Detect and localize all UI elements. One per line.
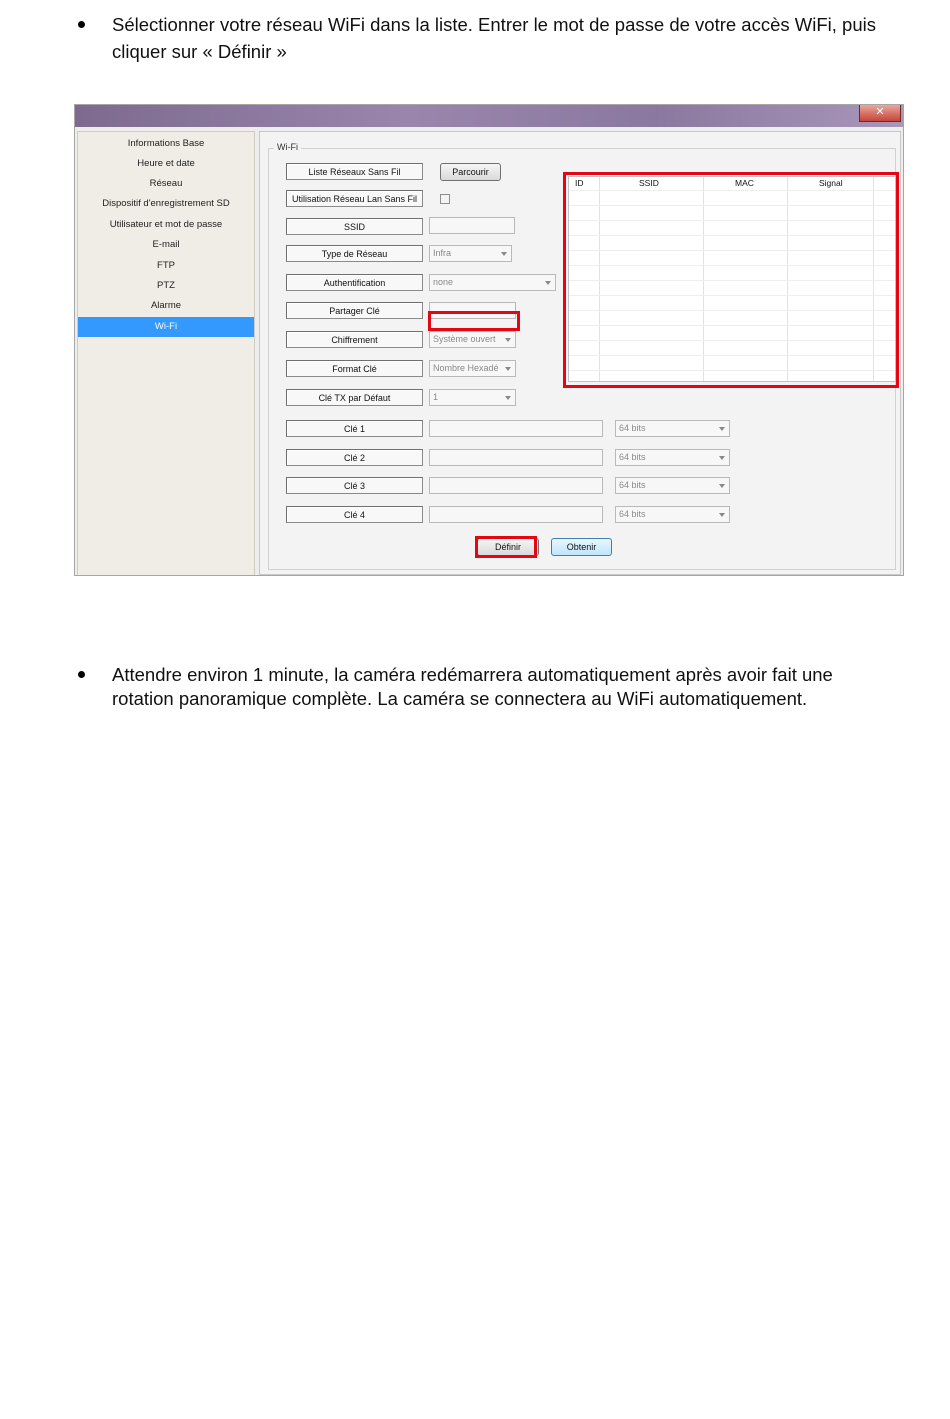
step1-line2: cliquer sur « Définir » [112,41,287,62]
table-row-divider [569,265,895,266]
chevron-down-icon [545,281,551,285]
default-tx-key-select[interactable] [429,389,516,406]
network-list-table[interactable] [568,176,896,382]
key1-input[interactable] [429,420,603,437]
key3-input[interactable] [429,477,603,494]
wifi-panel [259,131,901,575]
sidebar-item-ptz[interactable]: PTZ [157,280,175,291]
table-row-divider [569,310,895,311]
settings-window [74,104,904,576]
key-format-value: Nombre Hexadé [433,363,499,373]
table-col-divider [787,177,788,381]
network-type-value: Infra [433,248,452,258]
key3-bits-value: 64 bits [619,480,646,490]
table-col-divider [873,177,874,381]
sidebar-item-basic-info[interactable]: Informations Base [127,138,205,149]
label-use-wlan: Utilisation Réseau Lan Sans Fil [286,190,423,207]
table-row-divider [569,370,895,371]
label-auth: Authentification [286,274,423,291]
table-header-ssid: SSID [639,178,659,188]
chevron-down-icon [501,252,507,256]
network-type-select[interactable] [429,245,512,262]
table-row-divider [569,250,895,251]
label-ssid: SSID [286,218,423,235]
key1-bits-value: 64 bits [619,423,646,433]
set-button[interactable]: Définir [477,538,539,556]
table-row-divider [569,355,895,356]
key2-bits-select[interactable] [615,449,730,466]
table-row-divider [569,340,895,341]
key4-input[interactable] [429,506,603,523]
share-key-input[interactable] [429,302,516,319]
table-row-divider [569,280,895,281]
key1-bits-select[interactable] [615,420,730,437]
label-key4: Clé 4 [286,506,423,523]
label-key-format: Format Clé [286,360,423,377]
chevron-down-icon [505,396,511,400]
table-row-divider [569,235,895,236]
browse-button[interactable]: Parcourir [440,163,501,181]
sidebar-item-user-password[interactable]: Utilisateur et mot de passe [109,219,223,230]
step1-line1: Sélectionner votre réseau WiFi dans la liste. Entrer le mot de passe de votre accès WiFi, puis [112,14,876,35]
chevron-down-icon [719,427,725,431]
sidebar-item-sd-recording[interactable]: Dispositif d'enregistrement SD [102,198,230,209]
sidebar-item-alarm[interactable]: Alarme [150,300,182,311]
sidebar-item-wifi[interactable]: Wi-Fi [78,317,254,337]
label-key1: Clé 1 [286,420,423,437]
table-col-divider [599,177,600,381]
sidebar-item-network[interactable]: Réseau [149,178,183,189]
get-button[interactable]: Obtenir [551,538,612,556]
step2-line2: rotation panoramique complète. La caméra se connectera au WiFi automatiquement. [112,688,808,709]
key-format-select[interactable] [429,360,516,377]
table-row-divider [569,190,895,191]
table-header-id: ID [575,178,584,188]
table-row-divider [569,220,895,221]
label-network-type: Type de Réseau [286,245,423,262]
chevron-down-icon [505,338,511,342]
bullet-icon [78,671,85,678]
chevron-down-icon [505,367,511,371]
encryption-value: Système ouvert [433,334,496,344]
chevron-down-icon [719,484,725,488]
chevron-down-icon [719,513,725,517]
title-bar [75,105,903,127]
key2-input[interactable] [429,449,603,466]
sidebar-item-email[interactable]: E-mail [152,239,180,250]
label-default-tx-key: Clé TX par Défaut [286,389,423,406]
table-col-divider [703,177,704,381]
key3-bits-select[interactable] [615,477,730,494]
table-header-mac: MAC [735,178,754,188]
label-share-key: Partager Clé [286,302,423,319]
encryption-select[interactable] [429,331,516,348]
label-key2: Clé 2 [286,449,423,466]
ssid-input[interactable] [429,217,515,234]
bullet-icon [78,21,85,28]
sidebar-item-ftp[interactable]: FTP [157,260,175,271]
settings-sidebar [77,131,255,576]
close-button[interactable]: ✕ [859,105,901,122]
default-tx-key-value: 1 [433,392,439,402]
sidebar-item-date-time[interactable]: Heure et date [137,158,195,169]
auth-value: none [433,277,454,287]
table-row-divider [569,295,895,296]
use-wlan-checkbox[interactable] [440,194,450,204]
step2-line1: Attendre environ 1 minute, la caméra redémarrera automatiquement après avoir fait une [112,664,833,685]
auth-select[interactable] [429,274,556,291]
label-encryption: Chiffrement [286,331,423,348]
wifi-group-title: Wi-Fi [274,142,301,152]
key4-bits-value: 64 bits [619,509,646,519]
label-key3: Clé 3 [286,477,423,494]
chevron-down-icon [719,456,725,460]
key2-bits-value: 64 bits [619,452,646,462]
label-network-list: Liste Réseaux Sans Fil [286,163,423,180]
table-row-divider [569,205,895,206]
key4-bits-select[interactable] [615,506,730,523]
table-header-signal: Signal [819,178,843,188]
table-row-divider [569,325,895,326]
